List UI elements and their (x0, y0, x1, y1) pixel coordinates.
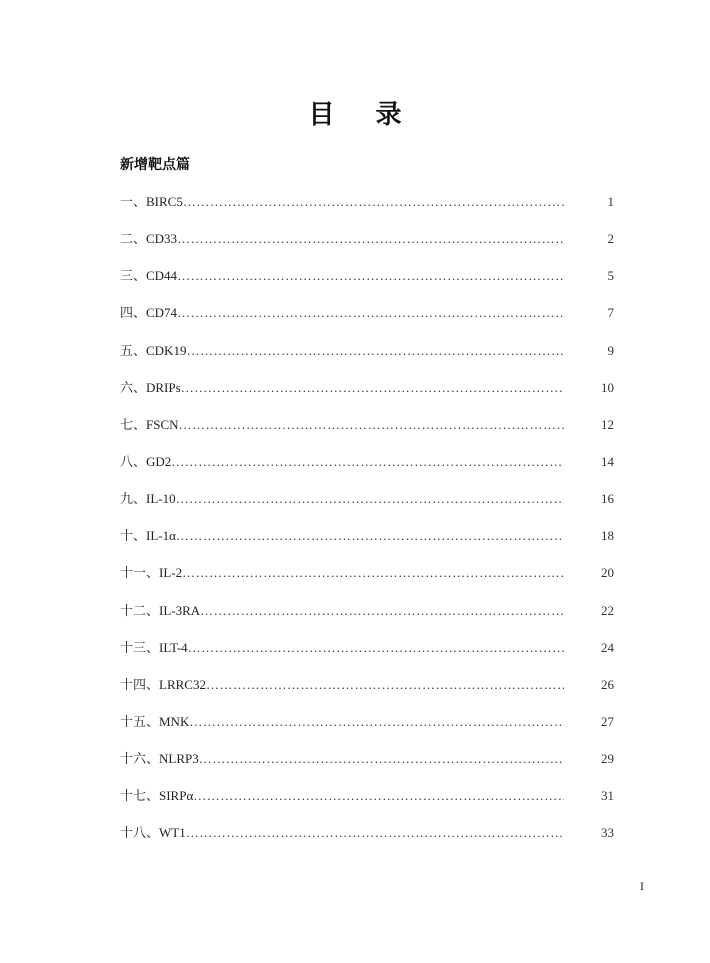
toc-entry-label: 一、BIRC5 (120, 194, 183, 209)
toc-entry-label: 七、FSCN (120, 416, 179, 432)
toc-entry-page: 18 (601, 528, 614, 544)
toc-entry-label: 六、DRIPs (120, 379, 181, 395)
toc-dot-leader (182, 565, 564, 581)
toc-entry[interactable] (120, 414, 614, 451)
toc-entry-label: 十八、WT1 (120, 825, 186, 841)
toc-entry[interactable] (120, 600, 614, 637)
toc-entry-label: 十四、LRRC32 (120, 676, 206, 692)
toc-entry[interactable] (120, 785, 614, 822)
toc-dot-leader (179, 417, 564, 433)
toc-entry-label: 二、CD33 (120, 231, 178, 247)
toc-entry[interactable] (120, 451, 614, 488)
toc-entry[interactable] (120, 265, 614, 302)
toc-dot-leader (188, 640, 564, 656)
toc-entry-label: 十五、MNK (120, 713, 190, 729)
toc-dot-leader (176, 528, 564, 544)
toc-dot-leader (177, 268, 564, 284)
toc-dot-leader (199, 751, 564, 767)
toc-dot-leader (186, 343, 564, 359)
toc-entry-label: 八、GD2 (120, 453, 172, 469)
toc-entry-label: 十、IL-1α (120, 528, 176, 544)
toc-entry[interactable] (120, 748, 614, 785)
toc-dot-leader (183, 194, 564, 210)
toc-dot-leader (206, 677, 564, 693)
toc-dot-leader (200, 603, 564, 619)
toc-entry[interactable] (120, 340, 614, 377)
toc-entry-label: 十六、NLRP3 (120, 751, 199, 767)
toc-entry[interactable] (120, 637, 614, 674)
page-number: I (640, 879, 644, 893)
toc-entry-page: 27 (601, 713, 614, 729)
toc-entry[interactable] (120, 674, 614, 711)
toc-entry-page: 29 (601, 751, 614, 767)
toc-entry-page: 24 (601, 639, 614, 655)
toc-entry[interactable] (120, 711, 614, 748)
table-of-contents (120, 191, 614, 860)
toc-entry-page: 1 (607, 194, 614, 209)
toc-entry[interactable] (120, 302, 614, 339)
toc-dot-leader (186, 825, 564, 841)
toc-entry[interactable] (120, 488, 614, 525)
toc-entry-page: 9 (607, 342, 614, 358)
toc-entry-page: 7 (607, 305, 614, 321)
toc-entry[interactable] (120, 228, 614, 265)
toc-entry-page: 10 (601, 379, 614, 395)
toc-entry[interactable] (120, 822, 614, 859)
toc-dot-leader (193, 788, 564, 804)
page-title: 目 录 (308, 100, 418, 130)
toc-entry-page: 26 (601, 676, 614, 692)
toc-entry-page: 12 (601, 416, 614, 432)
toc-dot-leader (171, 454, 564, 470)
toc-entry[interactable] (120, 191, 614, 228)
toc-entry-page: 5 (607, 268, 614, 284)
toc-entry-label: 十三、ILT-4 (120, 639, 188, 655)
toc-entry-label: 十七、SIRPα (120, 788, 194, 804)
toc-entry[interactable] (120, 525, 614, 562)
toc-entry-page: 2 (607, 231, 614, 247)
toc-entry-label: 十二、IL-3RA (120, 602, 201, 618)
toc-entry-label: 三、CD44 (120, 268, 178, 284)
toc-entry-label: 五、CDK19 (120, 342, 187, 358)
toc-entry-page: 14 (601, 453, 614, 469)
section-heading: 新增靶点篇 (120, 157, 190, 173)
toc-entry-label: 九、IL-10 (120, 491, 176, 507)
toc-entry-page: 31 (601, 788, 614, 804)
toc-entry-page: 33 (601, 825, 614, 841)
toc-dot-leader (189, 714, 564, 730)
toc-entry-page: 22 (601, 602, 614, 618)
toc-entry[interactable] (120, 377, 614, 414)
toc-dot-leader (181, 380, 564, 396)
toc-entry-label: 十一、IL-2 (120, 565, 183, 581)
toc-entry-label: 四、CD74 (120, 305, 178, 321)
toc-entry-page: 16 (601, 491, 614, 507)
toc-dot-leader (176, 491, 564, 507)
toc-entry-page: 20 (601, 565, 614, 581)
toc-dot-leader (177, 231, 564, 247)
toc-dot-leader (177, 305, 564, 321)
toc-entry[interactable] (120, 562, 614, 599)
